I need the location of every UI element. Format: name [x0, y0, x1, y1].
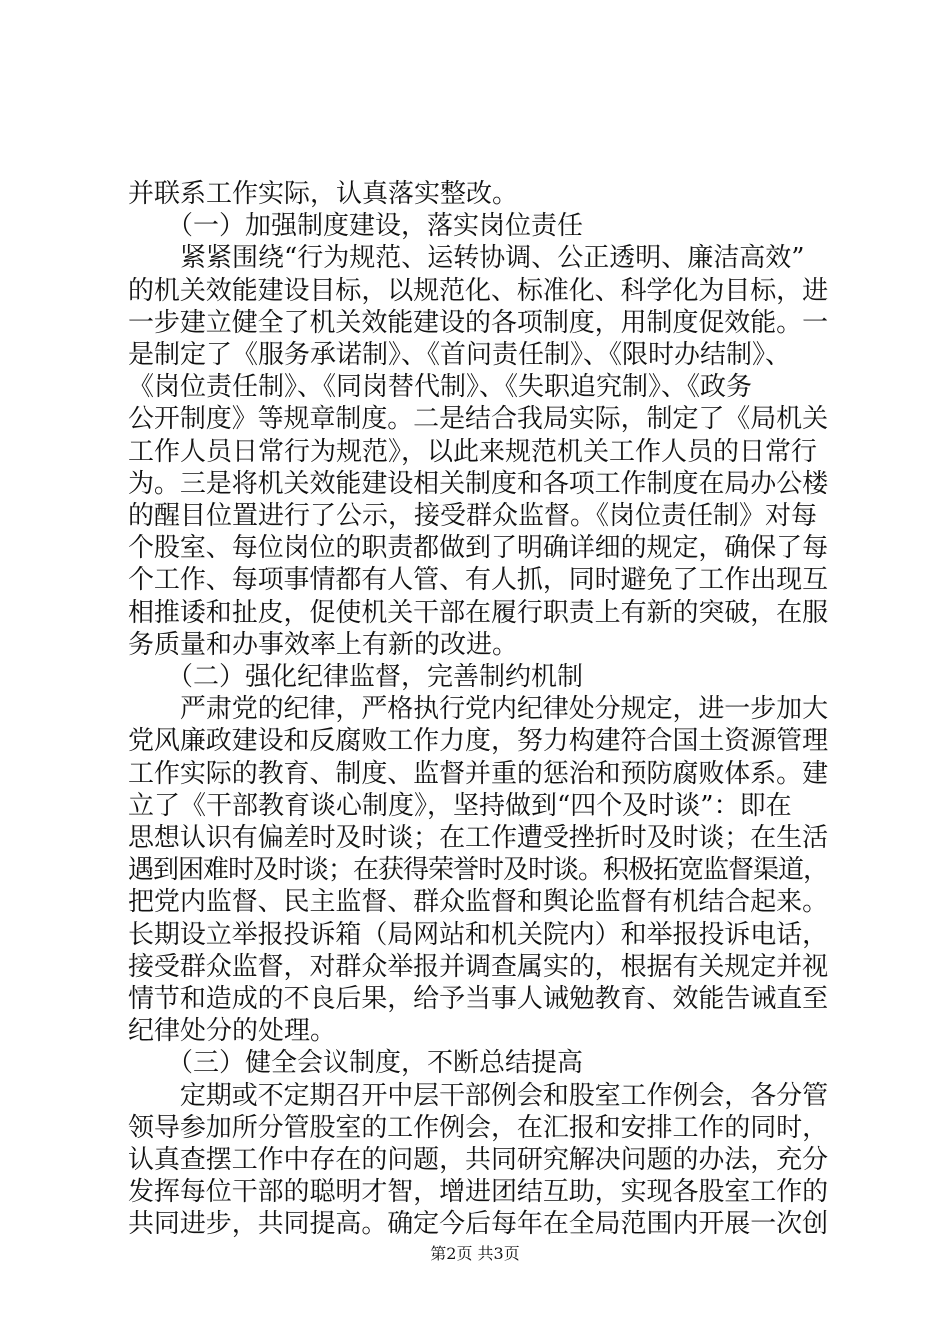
text-line: 立了《干部教育谈心制度》，坚持做到“四个及时谈”：即在: [128, 790, 792, 821]
text-line: （三）健全会议制度，不断总结提高: [128, 1048, 584, 1079]
text-line: 接受群众监督，对群众举报并调查属实的，根据有关规定并视: [128, 951, 829, 982]
text-line: 个股室、每位岗位的职责都做到了明确详细的规定，确保了每: [128, 533, 829, 564]
text-line: （一）加强制度建设，落实岗位责任: [128, 211, 584, 242]
text-line: 情节和造成的不良后果，给予当事人诫勉教育、效能告诫直至: [128, 984, 829, 1014]
text-line: （二）强化纪律监督，完善制约机制: [128, 662, 584, 692]
text-line: 一步建立健全了机关效能建设的各项制度，用制度促效能。一: [128, 307, 829, 338]
text-line: 党风廉政建设和反腐败工作力度，努力构建符合国土资源管理: [128, 726, 829, 757]
text-line: 是制定了《服务承诺制》、《首问责任制》、《限时办结制》、: [128, 340, 792, 370]
text-line: 工作人员日常行为规范》，以此来规范机关工作人员的日常行: [128, 436, 818, 467]
text-line: 遇到困难时及时谈；在获得荣誉时及时谈。积极拓宽监督渠道，: [128, 855, 829, 886]
text-line: 并联系工作实际，认真落实整改。: [128, 179, 519, 209]
text-line: 纪律处分的处理。: [128, 1016, 337, 1047]
text-line: 把党内监督、民主监督、群众监督和舆论监督有机结合起来。: [128, 887, 829, 918]
text-line: 长期设立举报投诉箱（局网站和机关院内）和举报投诉电话，: [128, 919, 829, 950]
text-line: 紧紧围绕“行为规范、运转协调、公正透明、廉洁高效”: [128, 243, 805, 274]
text-line: 严肃党的纪律，严格执行党内纪律处分规定，进一步加大: [128, 694, 829, 725]
text-line: 相推诿和扯皮，促使机关干部在履行职责上有新的突破，在服: [128, 597, 829, 628]
text-line: 务质量和办事效率上有新的改进。: [128, 629, 519, 660]
text-line: 《岗位责任制》、《同岗替代制》、《失职追究制》、《政务: [128, 372, 753, 403]
text-line: 思想认识有偏差时及时谈；在工作遭受挫折时及时谈；在生活: [128, 823, 829, 853]
text-line: 领导参加所分管股室的工作例会，在汇报和安排工作的同时，: [128, 1112, 829, 1143]
text-line: 定期或不定期召开中层干部例会和股室工作例会，各分管: [128, 1080, 829, 1111]
text-line: 发挥每位干部的聪明才智，增进团结互助，实现各股室工作的: [128, 1177, 829, 1208]
text-line: 认真查摆工作中存在的问题，共同研究解决问题的办法，充分: [128, 1145, 829, 1175]
text-line: 个工作、每项事情都有人管、有人抓，同时避免了工作出现互: [128, 565, 829, 596]
text-line: 为。三是将机关效能建设相关制度和各项工作制度在局办公楼: [128, 468, 829, 499]
text-line: 的醒目位置进行了公示，接受群众监督。《岗位责任制》对每: [128, 501, 818, 531]
text-line: 的机关效能建设目标，以规范化、标准化、科学化为目标，进: [128, 275, 829, 306]
text-line: 共同进步，共同提高。确定今后每年在全局范围内开展一次创: [128, 1209, 829, 1240]
text-line: 公开制度》等规章制度。二是结合我局实际，制定了《局机关: [128, 404, 829, 435]
text-line: 工作实际的教育、制度、监督并重的惩治和预防腐败体系。建: [128, 758, 829, 789]
page-footer: 第2页 共3页: [430, 1244, 520, 1263]
